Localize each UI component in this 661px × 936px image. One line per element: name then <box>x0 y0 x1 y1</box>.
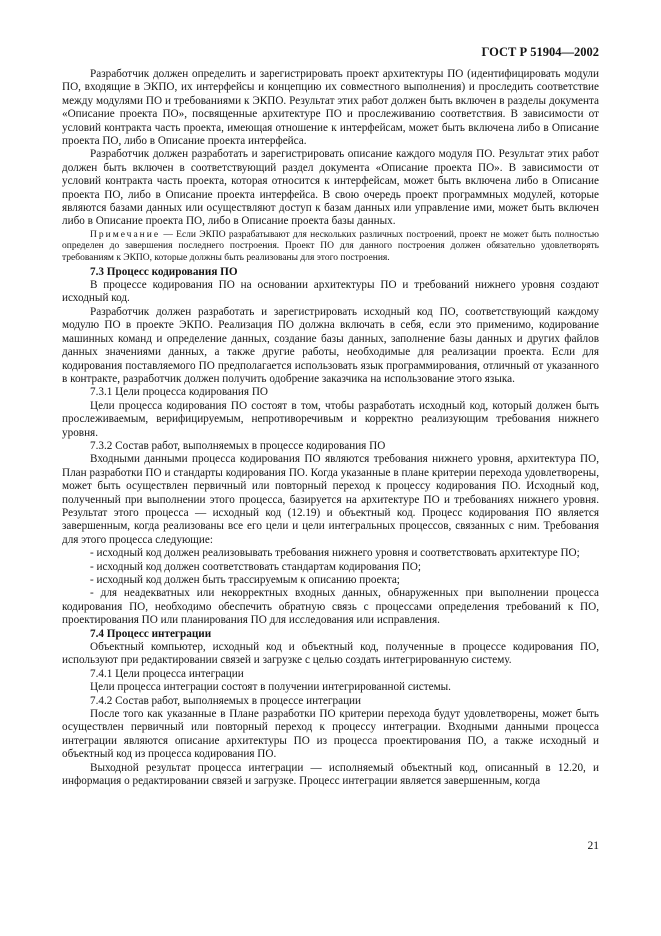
subsection-title: 7.3.2 Состав работ, выполняемых в процессе кодирования ПО <box>90 439 386 452</box>
list-item: - исходный код должен быть трассируемым к описанию проекта; <box>90 574 400 586</box>
subsection-title: 7.4.1 Цели процесса интеграции <box>90 667 244 680</box>
paragraph: Цели процесса кодирования ПО состоят в том, чтобы разработать исходный код, который должен быть прослеживаемым, верифицируемым, непротиворечивым и корректно реализующим требования нижнего уровня. <box>62 399 599 439</box>
paragraph: Разработчик должен разработать и зарегистрировать описание каждого модуля ПО. Результат этих работ должен быть включен в соответствующий раздел документа «Описание проекта ПО». В зависимости от условий контракта часть проекта, которая относится к интерфейсам, может быть включена либо в Описание проекта ПО, либо в Описание проекта интерфейса. В свою очередь проект программных модулей, которые являются базами данных или осуществляют доступ к базам данных или управление ими, может быть включен либо в Описание проекта ПО, либо в Описание проекта базы данных. <box>62 148 599 228</box>
paragraph: Входными данными процесса кодирования ПО являются требования нижнего уровня, архитектура ПО, План разработки ПО и стандарты кодирования ПО. Когда указанные в плане критерии перехода удовлетворены, может быть осуществлен первичный или повторный переход к процессу кодирования ПО. Исходный код, полученный при выполнении этого процесса, базируется на архитектуре ПО и требованиях нижнего уровня. Результат этого процесса — исходный код (12.19) и объектный код. Процесс кодирования ПО является завершенным, когда реализованы все его цели и цели интегральных процессов, связанных с ним. Требования для этого процесса следующие: <box>62 453 599 546</box>
list-item: - исходный код должен соответствовать стандартам кодирования ПО; <box>90 560 421 573</box>
section-heading: 7.3 Процесс кодирования ПО <box>90 265 238 278</box>
section-heading: 7.4 Процесс интеграции <box>90 627 212 640</box>
note-text: — Если ЭКПО разрабатывают для нескольких различных построений, проект не может быть полностью определен до завершения последнего построения. Проект ПО для данного построения должен обязательно удовлетворять требованиям к ЭКПО, которые должны быть реализованы для этого построения. <box>62 229 599 264</box>
paragraph: Разработчик должен разработать и зарегистрировать исходный код ПО, соответствующий каждому модулю ПО в проекте ЭКПО. Реализация ПО должна включать в себя, если это применимо, кодирование машинных команд и определение данных, создание базы данных, заполнение базы данных и других файлов данных значениями данных, а также другие работы, необходимые для реализации проекта. Если для кодирования поставляемого ПО предполагается использовать язык программирования, отличный от указанного в контракте, разработчик должен получить одобрение заказчика на использование этого языка. <box>62 305 599 385</box>
paragraph: После того как указанные в Плане разработки ПО критерии перехода будут удовлетворены, может быть осуществлен первичный или повторный переход к процессу интеграции. Входными данными процесса интеграции являются описание архитектуры ПО из процесса проектирования ПО, а также исходный и объектный код из процесса кодирования ПО. <box>62 708 599 761</box>
paragraph: Разработчик должен определить и зарегистрировать проект архитектуры ПО (идентифицировать модули ПО, входящие в ЭКПО, их интерфейсы и концепцию их совместного выполнения) и проследить соответствие между модулями ПО и требованиями к ЭКПО. Результат этих работ должен быть включен в разделы документа «Описание проекта ПО», посвященные архитектуре ПО и прослеживанию соответствия. В зависимости от условий контракта часть проекта, имеющая отношение к интерфейсам, может быть включена либо в Описание проекта ПО, либо в Описание проекта интерфейса. <box>62 68 599 148</box>
list-item: - для неадекватных или некорректных входных данных, обнаруженных при выполнении процесса кодирования ПО, необходимо обеспечить обратную связь с процессами определения требований к ПО, проектирования ПО или планирования ПО для исследования или исправления. <box>62 587 599 627</box>
subsection-title: 7.4.2 Состав работ, выполняемых в процессе интеграции <box>90 694 362 707</box>
standard-header: ГОСТ Р 51904—2002 <box>481 45 599 59</box>
subsection-title: 7.3.1 Цели процесса кодирования ПО <box>90 386 268 399</box>
note <box>62 230 599 265</box>
paragraph: Объектный компьютер, исходный код и объектный код, полученные в процессе кодирования ПО, используют при редактировании связей и загрузке с целью создать интегрированную систему. <box>62 641 599 667</box>
paragraph: В процессе кодирования ПО на основании архитектуры ПО и требований нижнего уровня создают исходный код. <box>62 279 599 305</box>
document-body <box>62 68 599 789</box>
paragraph: Цели процесса интеграции состоят в получении интегрированной системы. <box>90 681 451 694</box>
list-item: - исходный код должен реализовывать требования нижнего уровня и соответствовать архитектуре ПО; <box>90 547 580 560</box>
note-label: Примечание <box>90 229 161 240</box>
page-number: 21 <box>587 840 599 852</box>
paragraph: Выходной результат процесса интеграции — исполняемый объектный код, описанный в 12.20, и информация о редактировании связей и загрузке. Процесс интеграции является завершенным, когда <box>62 761 599 788</box>
